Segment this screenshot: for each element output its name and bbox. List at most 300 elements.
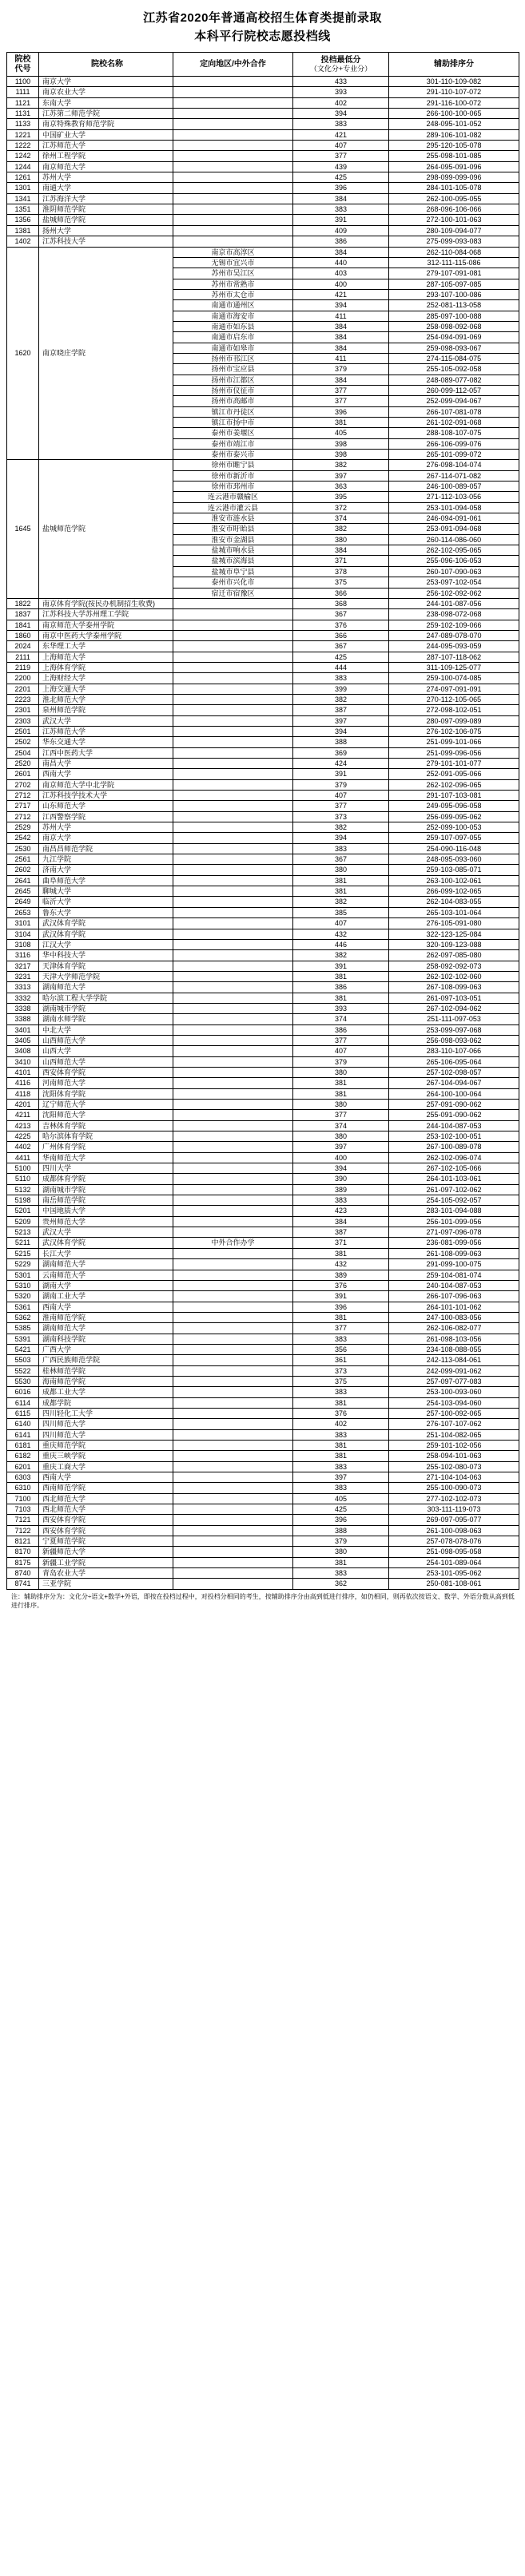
cell-aux-rank-score: 244-101-087-056 (389, 598, 519, 608)
cell-region (173, 1248, 293, 1258)
cell-school-code: 6114 (7, 1397, 39, 1408)
cell-min-score: 407 (293, 1046, 389, 1056)
cell-aux-rank-score: 242-099-091-062 (389, 1365, 519, 1376)
cell-school-code: 5229 (7, 1259, 39, 1270)
cell-min-score: 376 (293, 1408, 389, 1418)
cell-school-code: 2223 (7, 694, 39, 704)
cell-region (173, 875, 293, 886)
cell-aux-rank-score: 303-111-119-073 (389, 1504, 519, 1515)
cell-aux-rank-score: 256-098-093-062 (389, 1035, 519, 1045)
cell-region (173, 961, 293, 971)
cell-aux-rank-score: 279-107-091-081 (389, 268, 519, 279)
cell-school-name: 徐州工程学院 (39, 151, 173, 161)
cell-min-score: 381 (293, 993, 389, 1003)
table-header-row (7, 53, 519, 77)
cell-school-name: 湖南师范大学 (39, 1259, 173, 1270)
table-row (7, 225, 519, 236)
cell-min-score: 379 (293, 364, 389, 375)
cell-aux-rank-score: 240-104-087-053 (389, 1280, 519, 1290)
cell-school-name: 云南师范大学 (39, 1270, 173, 1280)
cell-region (173, 1174, 293, 1184)
cell-min-score: 411 (293, 353, 389, 363)
cell-school-name: 华东交通大学 (39, 737, 173, 747)
table-row (7, 822, 519, 833)
cell-region (173, 1088, 293, 1099)
cell-min-score: 377 (293, 1110, 389, 1120)
cell-min-score: 383 (293, 1568, 389, 1579)
cell-school-code: 6141 (7, 1429, 39, 1440)
cell-region: 连云港市赣榆区 (173, 492, 293, 502)
cell-aux-rank-score: 283-110-107-066 (389, 1046, 519, 1056)
cell-school-code: 8740 (7, 1568, 39, 1579)
cell-aux-rank-score: 251-099-101-066 (389, 737, 519, 747)
cell-school-name: 哈尔滨体育学院 (39, 1131, 173, 1142)
cell-aux-rank-score: 267-114-071-082 (389, 470, 519, 481)
cell-min-score: 382 (293, 822, 389, 833)
cell-school-name: 苏州大学 (39, 172, 173, 183)
cell-region: 宿迁市宿豫区 (173, 588, 293, 598)
table-row (7, 1493, 519, 1504)
cell-school-code: 1100 (7, 77, 39, 87)
cell-region (173, 684, 293, 694)
cell-min-score: 399 (293, 684, 389, 694)
cell-school-code: 2561 (7, 854, 39, 865)
cell-aux-rank-score: 255-105-092-058 (389, 364, 519, 375)
table-row (7, 993, 519, 1003)
cell-region (173, 1355, 293, 1365)
cell-school-code: 5503 (7, 1355, 39, 1365)
cell-aux-rank-score: 261-097-103-051 (389, 993, 519, 1003)
cell-aux-rank-score: 280-097-099-089 (389, 715, 519, 726)
cell-aux-rank-score: 259-100-074-085 (389, 673, 519, 684)
cell-region (173, 811, 293, 822)
cell-school-code: 2119 (7, 662, 39, 672)
cell-min-score: 386 (293, 982, 389, 993)
cell-school-code: 3217 (7, 961, 39, 971)
cell-aux-rank-score: 257-091-090-062 (389, 1100, 519, 1110)
cell-min-score: 375 (293, 577, 389, 588)
cell-min-score: 385 (293, 907, 389, 917)
cell-region: 淮安市涟水县 (173, 513, 293, 524)
cell-region (173, 1270, 293, 1280)
cell-region (173, 1483, 293, 1493)
cell-aux-rank-score: 267-104-094-067 (389, 1078, 519, 1088)
cell-region (173, 129, 293, 140)
table-row (7, 215, 519, 225)
cell-school-code: 5522 (7, 1365, 39, 1376)
cell-min-score: 386 (293, 1024, 389, 1035)
cell-min-score: 380 (293, 534, 389, 545)
cell-region (173, 1441, 293, 1451)
cell-school-code: 6016 (7, 1387, 39, 1397)
cell-school-code: 2024 (7, 641, 39, 652)
cell-aux-rank-score: 246-100-089-057 (389, 482, 519, 492)
table-row (7, 971, 519, 981)
cell-region (173, 694, 293, 704)
cell-region (173, 87, 293, 97)
cell-region (173, 151, 293, 161)
cell-school-code: 5100 (7, 1163, 39, 1174)
cell-region: 南通市海安市 (173, 311, 293, 321)
cell-school-code: 2601 (7, 769, 39, 779)
cell-min-score: 383 (293, 1461, 389, 1472)
cell-aux-rank-score: 261-102-091-068 (389, 418, 519, 428)
cell-aux-rank-score: 266-100-100-065 (389, 109, 519, 119)
cell-aux-rank-score: 271-097-096-078 (389, 1227, 519, 1238)
cell-min-score: 407 (293, 141, 389, 151)
cell-region (173, 1291, 293, 1302)
cell-min-score: 380 (293, 1067, 389, 1077)
cell-school-code: 6303 (7, 1472, 39, 1483)
cell-school-code: 1131 (7, 109, 39, 119)
cell-school-name: 江西中医药大学 (39, 747, 173, 758)
cell-region (173, 1429, 293, 1440)
cell-region (173, 791, 293, 801)
cell-region (173, 1216, 293, 1227)
cell-min-score: 367 (293, 854, 389, 865)
cell-school-code: 4101 (7, 1067, 39, 1077)
cell-school-code: 8175 (7, 1557, 39, 1567)
cell-region (173, 1451, 293, 1461)
table-row (7, 1441, 519, 1451)
cell-aux-rank-score: 262-102-096-074 (389, 1152, 519, 1163)
cell-region (173, 1557, 293, 1567)
cell-min-score: 377 (293, 1035, 389, 1045)
cell-aux-rank-score: 257-097-077-083 (389, 1376, 519, 1386)
cell-aux-rank-score: 266-106-099-076 (389, 438, 519, 449)
cell-school-code: 2501 (7, 726, 39, 736)
cell-min-score: 367 (293, 609, 389, 620)
cell-aux-rank-score: 272-100-101-063 (389, 215, 519, 225)
cell-min-score: 381 (293, 875, 389, 886)
cell-school-code: 5391 (7, 1334, 39, 1344)
cell-min-score: 444 (293, 662, 389, 672)
table-row (7, 1110, 519, 1120)
cell-school-code: 3388 (7, 1014, 39, 1024)
cell-aux-rank-score: 279-101-101-077 (389, 759, 519, 769)
cell-school-code: 5110 (7, 1174, 39, 1184)
cell-school-code: 2653 (7, 907, 39, 917)
cell-min-score: 425 (293, 1504, 389, 1515)
cell-region: 盐城市滨海县 (173, 556, 293, 566)
cell-min-score: 377 (293, 385, 389, 395)
table-row (7, 1461, 519, 1472)
cell-aux-rank-score: 276-107-107-062 (389, 1419, 519, 1429)
cell-min-score: 433 (293, 77, 389, 87)
cell-aux-rank-score: 265-101-099-072 (389, 450, 519, 460)
cell-region (173, 982, 293, 993)
cell-aux-rank-score: 254-103-094-060 (389, 1397, 519, 1408)
cell-region (173, 598, 293, 608)
cell-school-name: 东南大学 (39, 97, 173, 108)
cell-aux-rank-score: 255-096-106-053 (389, 556, 519, 566)
cell-min-score: 371 (293, 1238, 389, 1248)
cell-region (173, 1547, 293, 1557)
cell-min-score: 407 (293, 918, 389, 929)
cell-school-name: 湖南城市学院 (39, 1184, 173, 1195)
cell-school-code: 2111 (7, 652, 39, 662)
title-line-1: 江苏省2020年普通高校招生体育类提前录取 (143, 11, 382, 25)
cell-school-code: 5301 (7, 1270, 39, 1280)
cell-school-name: 湖南科技学院 (39, 1334, 173, 1344)
cell-region (173, 1259, 293, 1270)
cell-school-code: 8741 (7, 1579, 39, 1589)
cell-school-code: 2201 (7, 684, 39, 694)
cell-school-code: 6310 (7, 1483, 39, 1493)
cell-min-score: 421 (293, 289, 389, 299)
cell-region (173, 854, 293, 865)
cell-min-score: 397 (293, 1472, 389, 1483)
cell-school-code: 4213 (7, 1120, 39, 1131)
cell-region (173, 225, 293, 236)
cell-min-score: 383 (293, 1483, 389, 1493)
cell-aux-rank-score: 265-106-095-064 (389, 1056, 519, 1067)
cell-min-score: 395 (293, 492, 389, 502)
cell-school-name: 四川大学 (39, 1163, 173, 1174)
cell-min-score: 382 (293, 460, 389, 470)
cell-school-name: 贵州师范大学 (39, 1216, 173, 1227)
cell-region (173, 1056, 293, 1067)
cell-min-score: 396 (293, 1302, 389, 1312)
cell-school-name: 西北师范大学 (39, 1504, 173, 1515)
cell-school-code: 1402 (7, 236, 39, 247)
cell-aux-rank-score: 263-100-102-061 (389, 875, 519, 886)
cell-aux-rank-score: 266-099-102-065 (389, 886, 519, 897)
cell-region (173, 1376, 293, 1386)
cell-region (173, 183, 293, 193)
cell-region (173, 172, 293, 183)
cell-region (173, 1035, 293, 1045)
cell-region: 泰州市泰兴市 (173, 450, 293, 460)
table-row (7, 662, 519, 672)
cell-aux-rank-score: 258-094-101-063 (389, 1451, 519, 1461)
cell-region: 南通市通州区 (173, 300, 293, 311)
cell-region (173, 630, 293, 640)
cell-school-name: 河南师范大学 (39, 1078, 173, 1088)
cell-school-code: 1837 (7, 609, 39, 620)
cell-min-score: 377 (293, 151, 389, 161)
cell-aux-rank-score: 254-105-092-057 (389, 1195, 519, 1206)
table-row (7, 1376, 519, 1386)
cell-aux-rank-score: 251-104-082-065 (389, 1429, 519, 1440)
cell-min-score: 394 (293, 726, 389, 736)
cell-school-name: 江苏科技学技术大学 (39, 791, 173, 801)
cell-school-name: 西安体育学院 (39, 1525, 173, 1536)
cell-aux-rank-score: 311-109-125-077 (389, 662, 519, 672)
cell-school-code: 1301 (7, 183, 39, 193)
table-row (7, 129, 519, 140)
cell-aux-rank-score: 265-103-101-064 (389, 907, 519, 917)
cell-school-code: 1356 (7, 215, 39, 225)
table-row (7, 694, 519, 704)
cell-school-code: 2504 (7, 747, 39, 758)
table-row (7, 1259, 519, 1270)
cell-school-name: 广州体育学院 (39, 1142, 173, 1152)
table-row (7, 1142, 519, 1152)
cell-school-name: 沈阳体育学院 (39, 1088, 173, 1099)
cell-region (173, 215, 293, 225)
cell-min-score: 375 (293, 1376, 389, 1386)
cell-aux-rank-score: 284-101-105-078 (389, 183, 519, 193)
cell-aux-rank-score: 285-097-100-088 (389, 311, 519, 321)
cell-school-code: 2712 (7, 791, 39, 801)
cell-region (173, 1184, 293, 1195)
cell-school-code: 3338 (7, 1003, 39, 1013)
cell-school-name: 山西师范大学 (39, 1056, 173, 1067)
cell-aux-rank-score: 276-102-106-075 (389, 726, 519, 736)
cell-school-code: 7121 (7, 1515, 39, 1525)
cell-min-score: 407 (293, 791, 389, 801)
cell-min-score: 424 (293, 759, 389, 769)
cell-school-code: 5198 (7, 1195, 39, 1206)
cell-school-code: 5209 (7, 1216, 39, 1227)
table-row (7, 747, 519, 758)
table-note: 注：辅助排序分为：文化分÷语文+数学+外语，即按在投档过程中，对投档分相同的考生，按辅助排序分由高到低进行排序，如仍相同，则再依次按语文、数学、外语分数从高到低进行排序。 (11, 1592, 515, 1609)
cell-aux-rank-score: 259-104-081-074 (389, 1270, 519, 1280)
cell-aux-rank-score: 272-098-102-051 (389, 705, 519, 715)
cell-school-code: 5310 (7, 1280, 39, 1290)
cell-school-name: 吉林体育学院 (39, 1120, 173, 1131)
cell-min-score: 432 (293, 929, 389, 939)
table-row (7, 1046, 519, 1056)
table-row (7, 77, 519, 87)
table-row (7, 1397, 519, 1408)
cell-school-name: 南岳师范学院 (39, 1195, 173, 1206)
column-header-school-name: 院校名称 (39, 53, 173, 77)
cell-aux-rank-score: 253-100-093-060 (389, 1387, 519, 1397)
cell-region (173, 779, 293, 790)
cell-school-name: 东华理工大学 (39, 641, 173, 652)
cell-min-score: 374 (293, 1014, 389, 1024)
cell-min-score: 394 (293, 300, 389, 311)
cell-school-name: 四川师范大学 (39, 1419, 173, 1429)
cell-min-score: 383 (293, 1334, 389, 1344)
cell-region (173, 1515, 293, 1525)
cell-region (173, 929, 293, 939)
cell-min-score: 389 (293, 1184, 389, 1195)
cell-aux-rank-score: 248-095-101-052 (389, 119, 519, 129)
cell-aux-rank-score: 256-102-092-062 (389, 588, 519, 598)
cell-school-name: 武汉体育学院 (39, 1238, 173, 1248)
cell-region (173, 801, 293, 811)
table-row (7, 141, 519, 151)
table-row (7, 1163, 519, 1174)
cell-school-code: 6201 (7, 1461, 39, 1472)
table-row (7, 1206, 519, 1216)
cell-region (173, 77, 293, 87)
cell-school-name: 西南大学 (39, 1302, 173, 1312)
cell-aux-rank-score: 248-089-077-082 (389, 375, 519, 385)
cell-school-name: 南通大学 (39, 183, 173, 193)
table-row (7, 833, 519, 843)
cell-min-score: 383 (293, 1429, 389, 1440)
table-row (7, 1184, 519, 1195)
cell-aux-rank-score: 262-097-085-080 (389, 950, 519, 961)
cell-school-code: 1645 (7, 460, 39, 598)
cell-school-code: 3313 (7, 982, 39, 993)
cell-min-score: 390 (293, 1174, 389, 1184)
cell-region (173, 1536, 293, 1547)
cell-school-name: 淮阴师范学院 (39, 204, 173, 215)
cell-min-score: 387 (293, 705, 389, 715)
cell-region (173, 1142, 293, 1152)
cell-min-score: 403 (293, 268, 389, 279)
cell-school-name: 青岛农业大学 (39, 1568, 173, 1579)
cell-aux-rank-score: 253-101-095-062 (389, 1568, 519, 1579)
cell-min-score: 366 (293, 588, 389, 598)
cell-school-code: 1841 (7, 620, 39, 630)
cell-region (173, 1227, 293, 1238)
cell-school-name: 江苏师范大学 (39, 141, 173, 151)
table-row (7, 151, 519, 161)
cell-school-name: 南京师范大学 (39, 161, 173, 172)
table-row (7, 87, 519, 97)
cell-min-score: 384 (293, 1216, 389, 1227)
cell-school-code: 1822 (7, 598, 39, 608)
cell-school-code: 2200 (7, 673, 39, 684)
cell-min-score: 396 (293, 1515, 389, 1525)
cell-region (173, 1206, 293, 1216)
cell-aux-rank-score: 262-110-084-068 (389, 247, 519, 257)
cell-aux-rank-score: 247-100-083-056 (389, 1312, 519, 1322)
table-row (7, 982, 519, 993)
table-row (7, 172, 519, 183)
cell-region (173, 97, 293, 108)
cell-aux-rank-score: 291-116-100-072 (389, 97, 519, 108)
table-row (7, 161, 519, 172)
cell-min-score: 379 (293, 1536, 389, 1547)
cell-region (173, 993, 293, 1003)
table-row (7, 97, 519, 108)
cell-min-score: 440 (293, 257, 389, 268)
table-row (7, 811, 519, 822)
cell-school-code: 5215 (7, 1248, 39, 1258)
cell-min-score: 381 (293, 1248, 389, 1258)
table-row (7, 109, 519, 119)
cell-school-name: 华中科技大学 (39, 950, 173, 961)
table-row (7, 460, 519, 470)
cell-min-score: 381 (293, 1441, 389, 1451)
cell-aux-rank-score: 260-099-112-057 (389, 385, 519, 395)
cell-region (173, 759, 293, 769)
table-row (7, 1238, 519, 1248)
cell-school-name: 成都体育学院 (39, 1174, 173, 1184)
table-row (7, 1056, 519, 1067)
cell-aux-rank-score: 255-102-080-073 (389, 1461, 519, 1472)
cell-school-code: 2301 (7, 705, 39, 715)
cell-aux-rank-score: 301-110-109-082 (389, 77, 519, 87)
cell-region (173, 1568, 293, 1579)
cell-school-code: 2530 (7, 843, 39, 854)
table-row (7, 1003, 519, 1013)
cell-min-score: 379 (293, 1056, 389, 1067)
cell-min-score: 377 (293, 396, 389, 406)
cell-school-name: 南京农业大学 (39, 87, 173, 97)
cell-region: 南京市高淳区 (173, 247, 293, 257)
cell-min-score: 381 (293, 1078, 389, 1088)
cell-aux-rank-score: 253-102-100-051 (389, 1131, 519, 1142)
cell-school-name: 新疆师范大学 (39, 1547, 173, 1557)
cell-min-score: 383 (293, 1195, 389, 1206)
cell-school-code: 8121 (7, 1536, 39, 1547)
cell-school-code: 1620 (7, 247, 39, 460)
cell-school-name: 南京大学 (39, 833, 173, 843)
cell-min-score: 394 (293, 1163, 389, 1174)
cell-aux-rank-score: 256-101-099-056 (389, 1216, 519, 1227)
cell-aux-rank-score: 271-112-103-056 (389, 492, 519, 502)
cell-school-name: 三亚学院 (39, 1579, 173, 1589)
cell-region (173, 1334, 293, 1344)
